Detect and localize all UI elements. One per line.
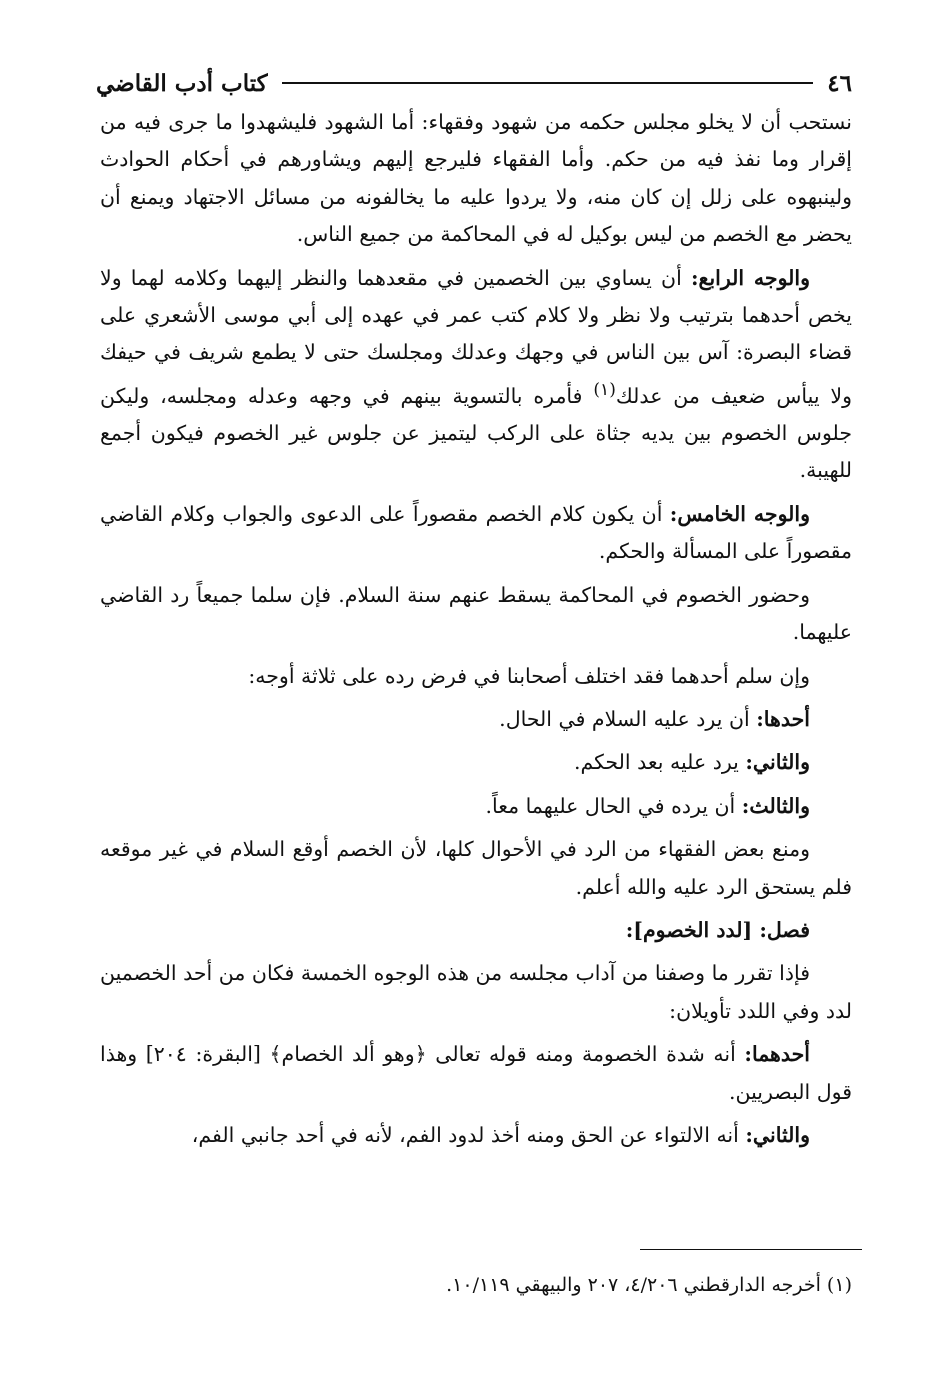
footnote: (١) أخرجه الدارقطني ٤/٢٠٦، ٢٠٧ والبيهقي ١٠/١١٩.: [446, 1274, 852, 1296]
footnote-rule: [640, 1249, 862, 1250]
paragraph-6: [100, 701, 852, 738]
paragraph-4: وحضور الخصوم في المحاكمة يسقط عنهم سنة السلام. فإن سلما جميعاً رد القاضي عليهما.: [100, 582, 852, 645]
paragraph-3-label: والوجه الخامس:: [669, 501, 810, 526]
paragraph-13: [100, 1117, 852, 1154]
page-number: ٤٦: [827, 69, 852, 97]
paragraph-7-text: يرد عليه بعد الحكم.: [573, 750, 746, 775]
paragraph-3: [100, 496, 852, 571]
paragraph-2-text-a: أن يساوي بين الخصمين في مقعدهما والنظر إليهما وكلامه لهما ولا يخص أحدهما بترتيب ولا نظر ولا كلام كتب عمر في عهده إلى أبي موسى الأشعري على قضاء البصرة: آس بين الناس في وجهك وعدلك ومجلسك حتى لا يطمع شريف في حيفك ولا ييأس ضعيف من عدلك: [100, 265, 853, 408]
footnote-reference[interactable]: (١): [593, 379, 616, 400]
header-rule: [282, 82, 814, 84]
paragraph-13-label: والثاني:: [745, 1122, 810, 1147]
paragraph-8: [100, 788, 852, 825]
paragraph-8-text: أن يرده في الحال عليهما معاً.: [485, 793, 742, 818]
running-title: كتاب أدب القاضي: [96, 69, 268, 97]
paragraph-11: فإذا تقرر ما وصفنا من آداب مجلسه من هذه الوجوه الخمسة فكان من أحد الخصمين لدد وفي اللدد تأويلان:: [100, 961, 852, 1023]
paragraph-12-text: أنه شدة الخصومة ومنه قوله تعالى ﴿وهو ألد الخصام﴾ [البقرة: ٢٠٤] وهذا قول البصريين.: [100, 1042, 852, 1104]
section-heading: فصل: [لدد الخصوم]:: [625, 917, 810, 942]
paragraph-6-text: أن يرد عليه السلام في الحال.: [499, 706, 757, 731]
page-header: [96, 66, 852, 100]
paragraph-7: [100, 744, 852, 781]
paragraph-12: [100, 1036, 852, 1111]
paragraph-8-label: والثالث:: [741, 793, 810, 818]
paragraph-2: [100, 260, 852, 490]
paragraph-3-text: أن يكون كلام الخصم مقصوراً على الدعوى والجواب وكلام القاضي مقصوراً على المسألة والحكم.: [100, 501, 852, 564]
paragraph-2-label: والوجه الرابع:: [690, 265, 811, 290]
paragraph-5: وإن سلم أحدهما فقد اختلف أصحابنا في فرض رده على ثلاثة أوجه:: [248, 663, 810, 688]
paragraph-1: نستحب أن لا يخلو مجلس حكمه من شهود وفقهاء: أما الشهود فليشهدوا ما جرى فيه من إقرار وما نفذ فيه من حكم. وأما الفقهاء فليرجع إليهم ويشاورهم في أحكام الحوادث ولينبهوه على زلل إن كان منه، ولا يردوا عليه ما يخالفونه من مسائل الاجتهاد ويمنع أن يحضر مع الخصم من ليس بوكيل له في المحاكمة من جميع الناس.: [100, 110, 852, 247]
paragraph-2-text-b: فأمره بالتسوية بينهم في وجهه وعدله ومجلسه، وليكن جلوس الخصوم بين يديه جثاة على الركب ليتميز عن جلوس غير الخصوم فيكون أجمع للهيبة.: [100, 383, 852, 483]
paragraph-7-label: والثاني:: [745, 750, 810, 775]
paragraph-9: ومنع بعض الفقهاء من الرد في الأحوال كلها، لأن الخصم أوقع السلام في غير موقعه فلم يستحق الرد عليه والله أعلم.: [100, 837, 852, 899]
page-body: [100, 104, 852, 1160]
paragraph-13-text: أنه الالتواء عن الحق ومنه أخذ لدود الفم، لأنه في أحد جانبي الفم،: [191, 1122, 746, 1147]
paragraph-12-label: أحدهما:: [744, 1042, 810, 1067]
paragraph-6-label: أحدها:: [756, 706, 810, 731]
